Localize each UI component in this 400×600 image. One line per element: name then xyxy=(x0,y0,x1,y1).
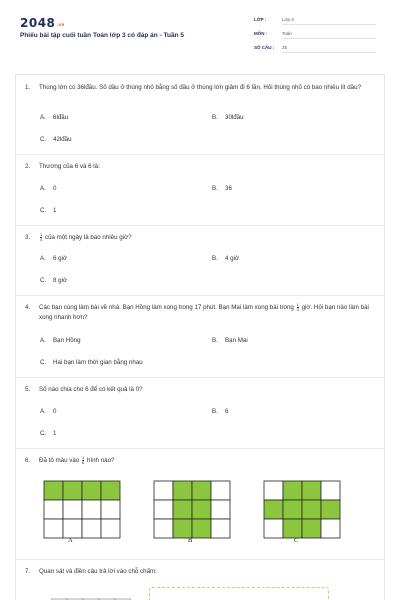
worksheet-header xyxy=(0,0,400,70)
option-text: 36 xyxy=(225,185,232,192)
divider xyxy=(16,559,384,560)
option-text: Hai bạn làm thời gian bằng nhau xyxy=(53,359,143,366)
question-number: 4. xyxy=(25,304,31,311)
question-text: Các bạn cùng làm bài về nhà. Bạn Hồng làm xong trong 17 phút. Bạn Mai làm xong bài trong xyxy=(39,304,294,311)
option-letter: B. xyxy=(212,408,218,415)
logo-main: 2048 xyxy=(20,16,56,30)
grid-cell-filled xyxy=(173,500,192,519)
question-1 xyxy=(25,83,375,93)
option-letter: A. xyxy=(40,114,46,121)
option-text: Bạn Hồng xyxy=(53,337,81,344)
question-4 xyxy=(25,303,375,323)
option-letter: B. xyxy=(212,255,218,262)
option-text: 30lđầu xyxy=(225,114,244,121)
grid-cell-empty xyxy=(101,500,120,519)
option-5a[interactable] xyxy=(40,408,56,415)
grid-cell-empty xyxy=(211,481,230,500)
q7-table xyxy=(51,593,131,600)
option-text: 4 giờ xyxy=(225,255,240,262)
answer-box[interactable] xyxy=(149,587,329,600)
option-letter: A. xyxy=(40,337,46,344)
fraction-denominator: 4 xyxy=(40,237,43,242)
grid-cell-empty xyxy=(211,500,230,519)
grid-cell-filled xyxy=(283,519,302,538)
figure-label-c: C xyxy=(294,537,299,544)
question-text: của một ngày là bao nhiêu giờ? xyxy=(44,234,132,241)
grid-cell-filled xyxy=(101,481,120,500)
question-7 xyxy=(25,567,375,577)
figure-c[interactable] xyxy=(263,480,341,539)
question-number: 5. xyxy=(25,386,31,393)
option-4c[interactable] xyxy=(40,359,143,366)
option-letter: C. xyxy=(40,277,47,284)
info-value: 25 xyxy=(282,45,376,53)
fraction-denominator: 3 xyxy=(296,307,299,312)
option-letter: B. xyxy=(212,337,218,344)
option-text: 6 xyxy=(225,408,229,415)
option-letter: A. xyxy=(40,255,46,262)
grid-cell-filled xyxy=(302,500,321,519)
document-title: Phiếu bài tập cuối tuần Toán lớp 3 có đáp án - Tuần 5 xyxy=(20,32,185,39)
grid-cell-empty xyxy=(154,519,173,538)
grid-cell-empty xyxy=(44,500,63,519)
question-text: Thùng lớn có 36lđầu. Số dầu ở thùng nhỏ bằng số dầu ở thùng lớn giảm đi 6 lần. Hỏi thùng nhỏ có bao nhiêu lít dầu? xyxy=(39,84,362,91)
question-number: 1. xyxy=(25,84,31,91)
question-line xyxy=(39,233,375,243)
option-1c[interactable] xyxy=(40,136,72,143)
option-letter: B. xyxy=(212,185,218,192)
info-class xyxy=(254,17,376,25)
grid-cell-filled xyxy=(283,481,302,500)
figure-a[interactable] xyxy=(43,480,121,539)
option-text: 6 giờ xyxy=(53,255,68,262)
question-line xyxy=(39,303,375,323)
fraction-numerator: 1 xyxy=(40,232,43,237)
info-key: MÔN : xyxy=(254,31,268,36)
grid-cell-empty xyxy=(321,519,340,538)
grid-cell-empty xyxy=(63,519,82,538)
grid-cell-filled xyxy=(192,500,211,519)
grid-cell-filled xyxy=(44,481,63,500)
option-text: 8 giờ xyxy=(53,277,68,284)
grid-cell-empty xyxy=(321,481,340,500)
grid-cell-empty xyxy=(154,500,173,519)
figure-label-a: A xyxy=(68,537,73,544)
option-5b[interactable] xyxy=(212,408,228,415)
logo-sub: .vn xyxy=(56,22,65,27)
grid-cell-filled xyxy=(82,481,101,500)
info-key: LỚP : xyxy=(254,17,267,22)
question-5 xyxy=(25,385,375,395)
option-letter: A. xyxy=(40,408,46,415)
option-text: 0 xyxy=(53,408,57,415)
info-value: Toán xyxy=(282,31,376,39)
option-letter: C. xyxy=(40,207,47,214)
info-count xyxy=(254,45,376,53)
grid-figure xyxy=(153,480,231,539)
question-number: 6. xyxy=(25,457,31,464)
question-number: 2. xyxy=(25,163,31,170)
grid-cell-empty xyxy=(101,519,120,538)
grid-cell-filled xyxy=(302,519,321,538)
fraction-denominator: 6 xyxy=(81,460,85,465)
option-letter: C. xyxy=(40,359,47,366)
figure-b[interactable] xyxy=(153,480,231,539)
option-3b[interactable] xyxy=(212,255,239,262)
option-text: 42lđầu xyxy=(53,136,72,143)
divider xyxy=(16,225,384,226)
question-text: Quan sát và điền câu trả lời vào chỗ chấm: xyxy=(39,568,157,575)
grid-cell-empty xyxy=(63,500,82,519)
option-letter: C. xyxy=(40,430,47,437)
grid-figure xyxy=(263,480,341,539)
grid-cell-empty xyxy=(211,519,230,538)
question-3 xyxy=(25,233,375,243)
grid-cell-empty xyxy=(264,481,283,500)
option-text: Bạn Mai xyxy=(225,337,248,344)
option-4a[interactable] xyxy=(40,337,81,344)
divider xyxy=(16,377,384,378)
option-5c[interactable] xyxy=(40,430,56,437)
grid-figure xyxy=(43,480,121,539)
question-text: Số nào chia cho 6 để có kết quả là 0? xyxy=(39,386,143,393)
fraction-numerator: 1 xyxy=(296,302,299,307)
grid-cell-filled xyxy=(173,481,192,500)
question-number: 3. xyxy=(25,234,31,241)
option-letter: B. xyxy=(212,114,218,121)
divider xyxy=(16,154,384,155)
grid-cell-filled xyxy=(63,481,82,500)
question-text: Thương của 6 và 6 là: xyxy=(39,163,100,170)
grid-cell-filled xyxy=(264,500,283,519)
option-2b[interactable] xyxy=(212,185,232,192)
option-letter: C. xyxy=(40,136,47,143)
info-subject xyxy=(254,31,376,39)
grid-cell-empty xyxy=(264,519,283,538)
grid-cell-filled xyxy=(173,519,192,538)
site-logo[interactable] xyxy=(20,16,65,30)
grid-cell-empty xyxy=(154,481,173,500)
question-text: Đã tô màu vào xyxy=(39,457,80,464)
fraction-numerator: 1 xyxy=(81,455,85,460)
grid-cell-empty xyxy=(82,519,101,538)
grid-cell-filled xyxy=(192,481,211,500)
info-key: SỐ CÂU : xyxy=(254,45,275,50)
option-text: 1 xyxy=(53,207,57,214)
grid-cell-filled xyxy=(192,519,211,538)
info-value: Lớp 3 xyxy=(282,17,376,25)
question-text-cont: giờ. Hỏi bạn nào làm bài xong nhanh hơn? xyxy=(39,304,369,321)
grid-cell-filled xyxy=(283,500,302,519)
option-2a[interactable] xyxy=(40,185,56,192)
question-6 xyxy=(25,456,375,466)
question-text-cont: hình nào? xyxy=(86,457,115,464)
question-number: 7. xyxy=(25,568,31,575)
option-1a[interactable] xyxy=(40,114,68,121)
divider xyxy=(16,295,384,296)
divider xyxy=(16,448,384,449)
fraction xyxy=(297,303,299,312)
question-line xyxy=(39,456,375,466)
option-4b[interactable] xyxy=(212,337,248,344)
option-text: 6lđầu xyxy=(53,114,69,121)
option-2c[interactable] xyxy=(40,207,56,214)
grid-cell-empty xyxy=(82,500,101,519)
figure-label-b: B xyxy=(188,537,193,544)
option-letter: A. xyxy=(40,185,46,192)
fraction xyxy=(40,233,42,242)
question-2 xyxy=(25,162,375,172)
grid-cell-empty xyxy=(44,519,63,538)
questions-panel xyxy=(15,74,385,600)
option-1b[interactable] xyxy=(212,114,244,121)
grid-cell-filled xyxy=(321,500,340,519)
option-3a[interactable] xyxy=(40,255,67,262)
option-text: 0 xyxy=(53,185,57,192)
fraction xyxy=(82,456,84,465)
option-3c[interactable] xyxy=(40,277,67,284)
grid-cell-filled xyxy=(302,481,321,500)
option-text: 1 xyxy=(53,430,57,437)
